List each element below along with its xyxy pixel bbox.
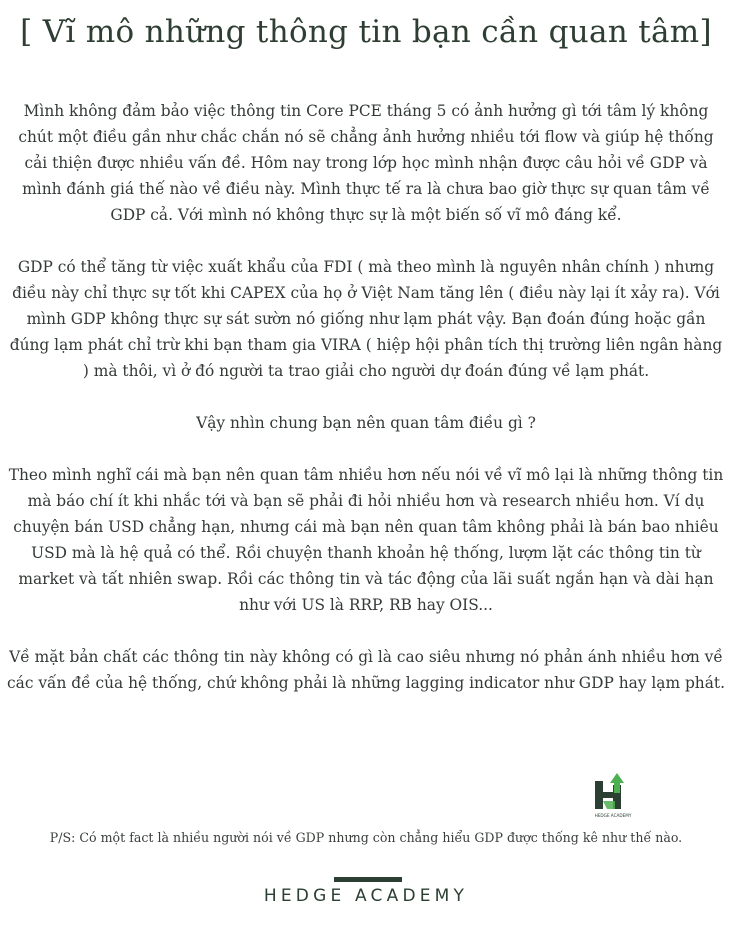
paragraph-gdp-fdi: GDP có thể tăng từ việc xuất khẩu của FDI ( mà theo mình là nguyên nhân chính ) nhưng điều này chỉ thực sự tốt khi CAPEX của họ ở Việt Nam tăng lên ( điều này lại ít xảy ra). Với mình GDP không thực sự sát sườn nó giống như lạm phát vậy. Bạn đoán đúng hoặc gần đúng lạm phát chỉ trừ khi bạn tham gia VIRA ( hiệp hội phân tích thị trường liên ngân hàng ) mà thôi, vì ở đó người ta trao giải cho người dự đoán đúng về lạm phát.: [9, 258, 723, 380]
paragraph-conclusion: Về mặt bản chất các thông tin này không có gì là cao siêu nhưng nó phản ánh nhiều hơn về các vấn đề của hệ thống, chứ không phải là những lagging indicator như GDP hay lạm phát.: [7, 648, 725, 692]
paragraph-what-to-watch: Theo mình nghĩ cái mà bạn nên quan tâm nhiều hơn nếu nói về vĩ mô lại là những thông tin mà báo chí ít khi nhắc tới và bạn sẽ phải đi hỏi nhiều hơn và research nhiều hơn. Ví dụ chuyện bán USD chẳng hạn, nhưng cái mà bạn nên quan tâm không phải là bán bao nhiêu USD mà là hệ quả có thể. Rồi chuyện thanh khoản hệ thống, lượm lặt các thông tin từ market và tất nhiên swap. Rồi các thông tin và tác động của lãi suất ngắn hạn và dài hạn như với US là RRP, RB hay OIS...: [8, 466, 724, 614]
brand-divider: [334, 877, 402, 882]
paragraph-intro: Mình không đảm bảo việc thông tin Core PCE tháng 5 có ảnh hưởng gì tới tâm lý không chút một điều gần như chắc chắn nó sẽ chẳng ảnh hưởng nhiều tới flow và giúp hệ thống cải thiện được nhiều vấn đề. Hôm nay trong lớp học mình nhận được câu hỏi về GDP và mình đánh giá thế nào về điều này. Mình thực tế ra là chưa bao giờ thực sự quan tâm về GDP cả. Với mình nó không thực sự là một biến số vĩ mô đáng kể.: [18, 102, 714, 224]
paragraph-question: Vậy nhìn chung bạn nên quan tâm điều gì ?: [196, 414, 536, 432]
article-body: [6, 98, 726, 722]
ps-note: P/S: Có một fact là nhiều người nói về GDP nhưng còn chẳng hiểu GDP được thống kê như thế nào.: [49, 830, 683, 845]
page-title: [ Vĩ mô những thông tin bạn cần quan tâm]: [20, 14, 712, 50]
hedge-academy-logo-icon: [591, 771, 635, 819]
logo-caption: HEDGE ACADEMY: [594, 813, 632, 818]
brand-footer: HEDGE ACADEMY: [263, 886, 469, 906]
